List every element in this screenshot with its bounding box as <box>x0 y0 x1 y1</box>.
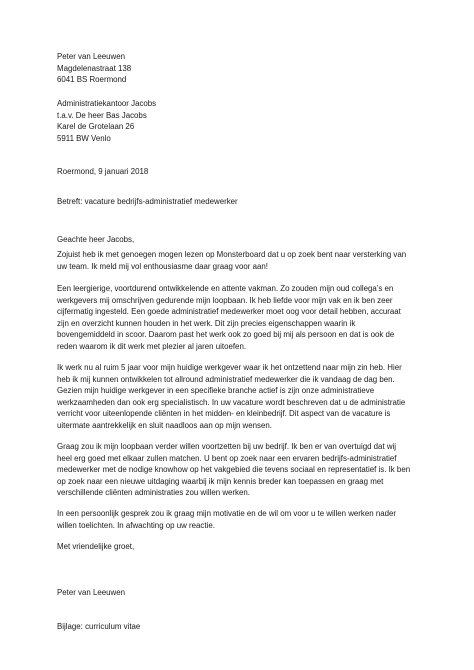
sender-address <box>57 51 429 86</box>
paragraph-line: zijn en overzicht kunnen houden in het werk. Dit zijn precies eigenschappen waarin ik <box>57 318 356 328</box>
paragraph-1 <box>57 249 429 272</box>
paragraph-line: cijfermatig ingesteld. Een goede administratief medewerker moet oog voor detail hebben, accuraat <box>57 307 401 317</box>
paragraph-line: uitermate aantrekkelijk en sluit naadloos aan op mijn wensen. <box>57 420 272 430</box>
recipient-street: Karel de Grotelaan 26 <box>57 122 135 132</box>
closing-text: Met vriendelijke groet, <box>57 542 135 551</box>
paragraph-line: willen toelichten. In afwachting op uw reactie. <box>57 520 215 530</box>
paragraph-line: uw team. Ik meld mij vol enthousiasme daar graag voor aan! <box>57 261 268 271</box>
paragraph-line: Graag zou ik mijn loopbaan verder willen voortzetten bij uw bedrijf. Ik ben er van overtuigd dat wij <box>57 442 397 451</box>
recipient-attn: t.a.v. De heer Bas Jacobs <box>57 110 147 120</box>
paragraph-4 <box>57 441 429 499</box>
paragraph-line: reden waarom ik dit werk met plezier al jaren uitoefen. <box>57 341 247 351</box>
salutation <box>57 234 429 246</box>
enclosure-text: Bijlage: curriculum vitae <box>57 622 141 631</box>
paragraph-5 <box>57 508 429 531</box>
sender-street: Magdelenastraat 138 <box>57 63 132 73</box>
subject-line <box>57 196 429 208</box>
subject-text: Betreft: vacature bedrijfs-administratief medewerker <box>57 197 238 206</box>
signature <box>57 587 429 599</box>
paragraph-line: medewerker met de nodige knowhow op het vakgebied die tevens sociaal en representatief is. Ik ben <box>57 465 411 475</box>
paragraph-line: op zoek naar een nieuwe uitdaging waarbij ik mijn kennis breder kan toepassen en graag met <box>57 476 384 486</box>
recipient-company: Administratiekantoor Jacobs <box>57 99 157 108</box>
enclosure <box>57 621 429 633</box>
recipient-address <box>57 98 429 144</box>
date-text: Roermond, 9 januari 2018 <box>57 167 149 176</box>
paragraph-line: Een leergierige, voortdurend ontwikkelende en attente vakman. Zo zouden mijn oud collega’s en <box>57 284 394 293</box>
paragraph-line: verricht voor uiteenlopende cliënten in het midden- en kleinbedrijf. Dit aspect van de vacature is <box>57 409 391 419</box>
paragraph-line: werkgevers mij omschrijven gedurende mijn loopbaan. Ik heb liefde voor mijn vak en ik ben zeer <box>57 295 393 305</box>
salutation-text: Geachte heer Jacobs, <box>57 235 135 244</box>
paragraph-2 <box>57 283 429 353</box>
paragraph-line: verschillende cliënten administraties zou willen werken. <box>57 488 250 498</box>
sender-name: Peter van Leeuwen <box>57 52 125 61</box>
closing <box>57 541 429 553</box>
paragraph-line: Ik werk nu al ruim 5 jaar voor mijn huidige werkgever waar ik het ontzettend naar mijn zin heb. Hier <box>57 363 402 372</box>
signature-name: Peter van Leeuwen <box>57 588 125 597</box>
recipient-city: 5911 BW Venlo <box>57 133 111 143</box>
sender-city: 6041 BS Roermond <box>57 75 127 85</box>
paragraph-line: In een persoonlijk gesprek zou ik graag mijn motivatie en de wil om voor u te willen werken nader <box>57 509 397 518</box>
paragraph-line: Gezien mijn huidige werkgever in een specifieke branche actief is zijn onze administratieve <box>57 386 375 396</box>
paragraph-line: Zojuist heb ik met genoegen mogen lezen op Monsterboard dat u op zoek bent naar versterking van <box>57 250 407 259</box>
paragraph-line: heb ik mij kunnen ontwikkelen tot allround administratief medewerker die ik vandaag de dag ben. <box>57 374 395 384</box>
paragraph-line: heel erg goed met elkaar zullen matchen. U bent op zoek naar een ervaren bedrijfs-administratief <box>57 453 397 463</box>
paragraph-line: bovengemiddeld in scoor. Daarom past het werk ook zo goed bij mij als persoon en dat is ook de <box>57 330 395 340</box>
date-line <box>57 166 429 178</box>
paragraph-line: werkzaamheden dan ook erg specialistisch. In uw vacature wordt beschreven dat u de administratie <box>57 397 406 407</box>
paragraph-3 <box>57 362 429 432</box>
